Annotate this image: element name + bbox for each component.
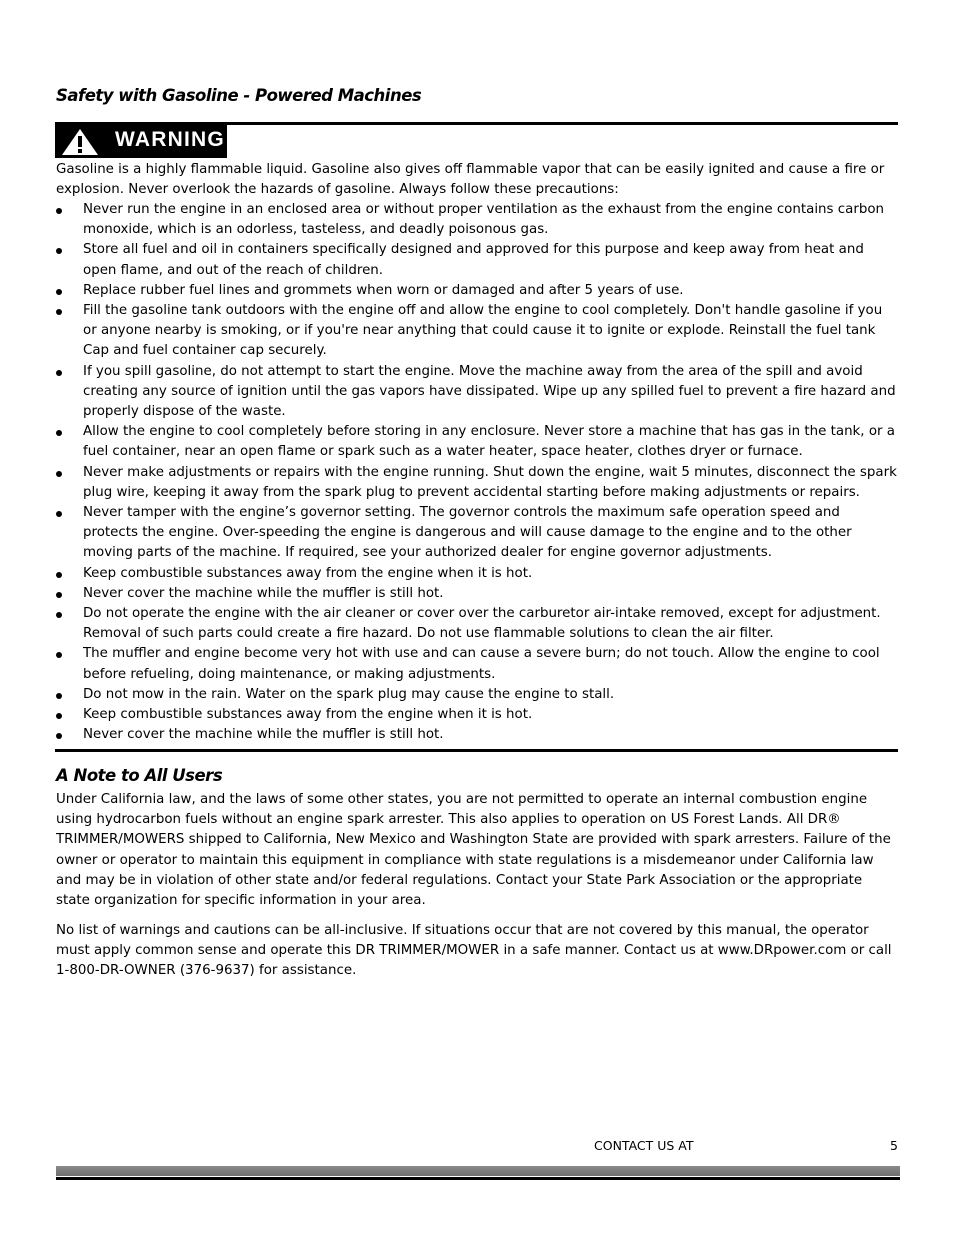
note-paragraph-california: Under California law, and the laws of some other states, you are not permitted to operate an internal combustion engine using hydrocarbon fuels without an engine spark arrester. This also applies to operation on US Forest Lands. All DR® TRIMMER/MOWERS shipped to California, New Mexico and Washington State are provided with spark arresters. Failure of the owner or operator to maintain this equipment in compliance with state regulations is a misdemeanor under California law and may be in violation of other state and/or federal regulations. Contact your State Park Association or the appropriate state organization for specific information in your area.	[56, 792, 891, 909]
list-item	[56, 604, 898, 644]
list-item-text: Do not mow in the rain. Water on the spark plug may cause the engine to stall.	[83, 686, 615, 702]
list-item	[56, 240, 898, 280]
list-item-text: Keep combustible substances away from the engine when it is hot.	[83, 707, 533, 723]
bullet-icon	[56, 208, 62, 214]
list-item	[56, 422, 898, 462]
bullet-icon	[56, 592, 62, 598]
precautions-list	[56, 200, 898, 745]
bullet-icon	[56, 713, 62, 719]
list-item-text: If you spill gasoline, do not attempt to start the engine. Move the machine away from the area of the spill and avoid creating any source of ignition until the gas vapors have dissipated. Wipe up any spilled fuel to prevent a fire hazard and properly dispose of the waste.	[83, 363, 896, 420]
list-item	[56, 584, 898, 604]
footer-contact: CONTACT US AT	[594, 1138, 694, 1153]
bullet-icon	[56, 471, 62, 477]
bullet-icon	[56, 572, 62, 578]
list-item	[56, 725, 898, 745]
warning-badge	[55, 124, 227, 158]
list-item-text: Keep combustible substances away from the engine when it is hot.	[83, 565, 533, 581]
footer-line	[56, 1177, 900, 1180]
list-item	[56, 503, 898, 564]
list-item	[56, 200, 898, 240]
list-item	[56, 644, 898, 684]
warning-label: WARNING	[115, 128, 225, 151]
footer-bar	[56, 1166, 900, 1176]
list-item-text: Allow the engine to cool completely before storing in any enclosure. Never store a machine that has gas in the tank, or a fuel container, near an open flame or spark such as a water heater, space heater, clothes dryer or furnace.	[83, 424, 895, 460]
bullet-icon	[56, 248, 62, 254]
bullet-icon	[56, 652, 62, 658]
bullet-icon	[56, 309, 62, 315]
bullet-icon	[56, 612, 62, 618]
section-title-gasoline-safety: Safety with Gasoline - Powered Machines	[56, 86, 422, 105]
list-item	[56, 564, 898, 584]
list-item	[56, 281, 898, 301]
note-paragraph-common-sense: No list of warnings and cautions can be all-inclusive. If situations occur that are not covered by this manual, the operator must apply common sense and operate this DR TRIMMER/MOWER in a safe manner. Contact us at www.DRpower.com or call 1-800-DR-OWNER (376-9637) for assistance.	[56, 923, 892, 979]
list-item-text: Never cover the machine while the muffler is still hot.	[83, 585, 444, 601]
list-item	[56, 463, 898, 503]
bullet-icon	[56, 733, 62, 739]
list-item-text: Fill the gasoline tank outdoors with the engine off and allow the engine to cool completely. Don't handle gasoline if you or anyone nearby is smoking, or if you're near anything that could cause it to ignite or explode. Reinstall the fuel tank Cap and fuel container cap securely.	[83, 303, 883, 359]
bottom-rule	[55, 749, 898, 752]
list-item-text: Do not operate the engine with the air cleaner or cover over the carburetor air-intake removed, except for adjustment. Removal of such parts could create a fire hazard. Do not use flammable solutions to clean the air filter.	[83, 606, 881, 642]
list-item-text: Store all fuel and oil in containers specifically designed and approved for this purpose and keep away from heat and open flame, and out of the reach of children.	[83, 242, 864, 278]
list-item-text: Never tamper with the engine’s governor setting. The governor controls the maximum safe operation speed and protects the engine. Over-speeding the engine is dangerous and will cause damage to the engine and to the other moving parts of the machine. If required, see your authorized dealer for engine governor adjustments.	[83, 505, 852, 561]
section-title-note-to-users: A Note to All Users	[56, 766, 223, 785]
list-item	[56, 301, 898, 362]
list-item-text: Never run the engine in an enclosed area or without proper ventilation as the exhaust from the engine contains carbon monoxide, which is an odorless, tasteless, and deadly poisonous gas.	[83, 202, 885, 238]
bullet-icon	[56, 430, 62, 436]
bullet-icon	[56, 289, 62, 295]
bullet-icon	[56, 693, 62, 699]
warning-triangle-icon	[60, 127, 100, 157]
list-item-text: The muffler and engine become very hot with use and can cause a severe burn; do not touch. Allow the engine to cool before refueling, doing maintenance, or making adjustments.	[83, 646, 880, 682]
bullet-icon	[56, 511, 62, 517]
page-number: 5	[890, 1138, 898, 1153]
list-item-text: Never cover the machine while the muffler is still hot.	[83, 727, 444, 743]
list-item	[56, 362, 898, 423]
list-item	[56, 685, 898, 705]
list-item-text: Replace rubber fuel lines and grommets when worn or damaged and after 5 years of use.	[83, 282, 684, 298]
intro-paragraph: Gasoline is a highly flammable liquid. Gasoline also gives off flammable vapor that can be easily ignited and cause a fire or explosion. Never overlook the hazards of gasoline. Always follow these precautions:	[56, 162, 885, 198]
bullet-icon	[56, 370, 62, 376]
list-item	[56, 705, 898, 725]
list-item-text: Never make adjustments or repairs with the engine running. Shut down the engine, wait 5 minutes, disconnect the spark plug wire, keeping it away from the spark plug to prevent accidental starting before making adjustments or repairs.	[83, 464, 897, 500]
